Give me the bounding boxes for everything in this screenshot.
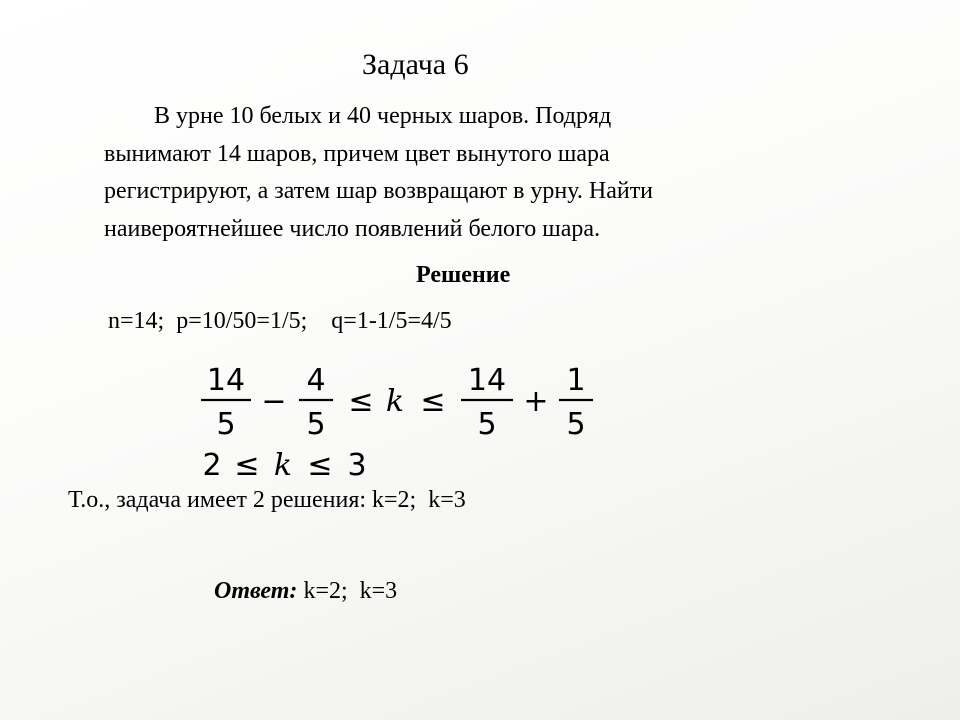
range-low: 2 bbox=[202, 448, 222, 483]
range-leq-2: ≤ bbox=[307, 448, 333, 483]
plus-sign: + bbox=[523, 384, 549, 419]
inequality-formula bbox=[195, 362, 615, 486]
frac2-denominator: 5 bbox=[306, 407, 326, 442]
answer-value: k=2; k=3 bbox=[297, 578, 398, 604]
variable-k: k bbox=[385, 384, 405, 419]
solution-params: n=14; p=10/50=1/5; q=1-1/5=4/5 bbox=[108, 308, 452, 334]
problem-line-2: вынимают 14 шаров, причем цвет вынутого шара bbox=[104, 140, 610, 167]
answer bbox=[214, 574, 397, 608]
leq-sign-1: ≤ bbox=[348, 384, 374, 419]
solution-heading: Решение bbox=[416, 262, 511, 288]
problem-line-1: В урне 10 белых и 40 черных шаров. Подряд bbox=[154, 103, 612, 129]
problem-line-4: наивероятнейшее число появлений белого шара. bbox=[104, 215, 601, 242]
problem-statement bbox=[104, 98, 864, 248]
range-variable-k: k bbox=[273, 448, 293, 483]
leq-sign-2: ≤ bbox=[420, 384, 446, 419]
frac3-numerator: 14 bbox=[467, 363, 507, 398]
frac4-numerator: 1 bbox=[566, 363, 586, 398]
frac4-denominator: 5 bbox=[566, 407, 586, 442]
range-leq-1: ≤ bbox=[234, 448, 260, 483]
frac1-denominator: 5 bbox=[216, 407, 236, 442]
minus-sign: − bbox=[261, 384, 287, 419]
problem-line-3: регистрируют, а затем шар возвращают в урну. Найти bbox=[104, 178, 654, 204]
frac1-numerator: 14 bbox=[206, 363, 246, 398]
range-high: 3 bbox=[347, 448, 367, 483]
frac2-numerator: 4 bbox=[306, 363, 326, 398]
slide-title: Задача 6 bbox=[362, 48, 469, 81]
frac3-denominator: 5 bbox=[477, 407, 497, 442]
solution-result: Т.о., задача имеет 2 решения: k=2; k=3 bbox=[68, 487, 466, 513]
answer-label: Ответ: bbox=[214, 578, 298, 604]
